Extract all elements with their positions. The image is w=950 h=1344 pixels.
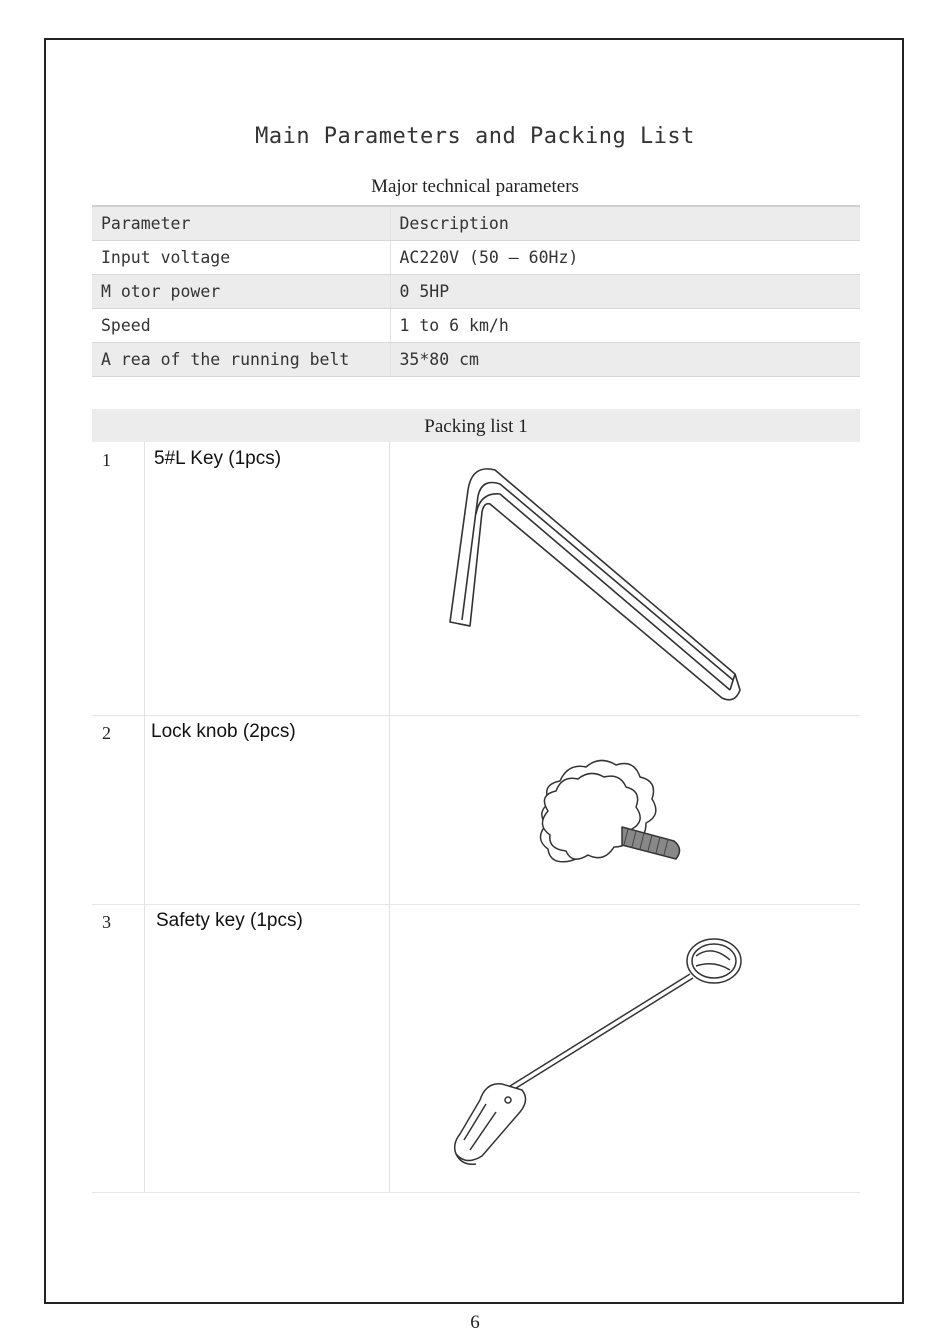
item-label: 5#L Key (1pcs) [154, 448, 282, 469]
packing-item [92, 904, 860, 1193]
parameters-table [92, 205, 860, 377]
safety-key-icon [390, 904, 860, 1192]
packing-list-caption: Packing list 1 [92, 409, 860, 442]
parameters-caption: Major technical parameters [371, 176, 579, 197]
item-number: 1 [102, 450, 111, 470]
item-label: Lock knob (2pcs) [151, 721, 296, 742]
table-row [92, 309, 860, 343]
table-header-row [92, 206, 860, 241]
description-cell: AC220V (50 – 60Hz) [390, 241, 860, 275]
packing-item [92, 715, 860, 905]
item-label: Safety key (1pcs) [156, 910, 303, 931]
parameter-cell: Input voltage [92, 241, 390, 275]
description-cell: 1 to 6 km/h [390, 309, 860, 343]
packing-item [92, 442, 860, 716]
header-parameter: Parameter [92, 206, 390, 241]
parameter-cell: M otor power [92, 275, 390, 309]
description-cell: 0 5HP [390, 275, 860, 309]
table-row [92, 343, 860, 377]
lock-knob-icon [390, 715, 860, 904]
table-row [92, 241, 860, 275]
page-title: Main Parameters and Packing List [255, 124, 695, 149]
parameter-cell: A rea of the running belt [92, 343, 390, 377]
header-description: Description [390, 206, 860, 241]
description-cell: 35*80 cm [390, 343, 860, 377]
page-number: 6 [470, 1312, 480, 1333]
l-key-icon [390, 442, 860, 715]
item-number: 3 [102, 912, 111, 932]
table-row [92, 275, 860, 309]
parameter-cell: Speed [92, 309, 390, 343]
item-number: 2 [102, 723, 111, 743]
